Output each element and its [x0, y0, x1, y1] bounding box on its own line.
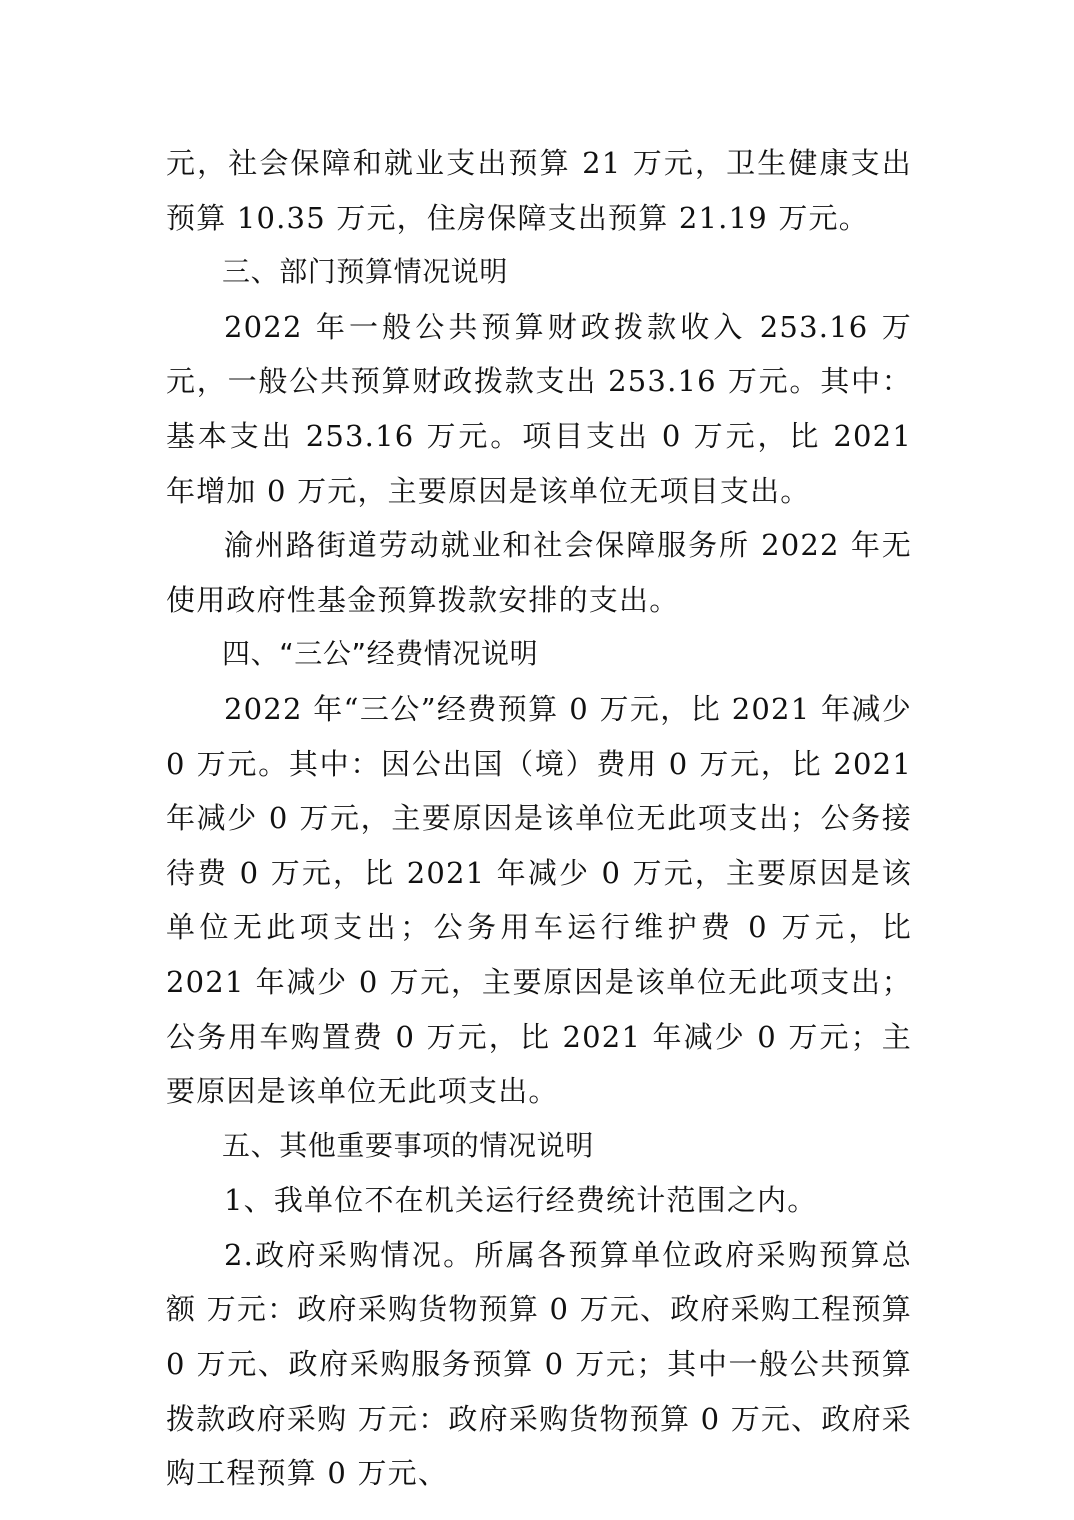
section-heading-4: 四、“三公”经费情况说明	[222, 637, 539, 671]
section-heading-3: 三、部门预算情况说明	[222, 255, 509, 289]
paragraph-three-public-expenses: 2022 年“三公”经费预算 0 万元，比 2021 年减少 0 万元。其中：因公出国（境）费用 0 万元，比 2021 年减少 0 万元，主要原因是该单位无此项支出；公务接待费 0 万元，比 2021 年减少 0 万元，主要原因是该单位无此项支出；公务用车运行维护费 0 万元，比 2021 年减少 0 万元，主要原因是该单位无此项支出；公务用车购置费 0 万元，比 2021 年减少 0 万元；主要原因是该单位无此项支出。	[166, 691, 912, 1109]
paragraph-general-budget: 2022 年一般公共预算财政拨款收入 253.16 万元，一般公共预算财政拨款支出 253.16 万元。其中：基本支出 253.16 万元。项目支出 0 万元，比 2021 年增加 0 万元，主要原因是该单位无项目支出。	[166, 309, 912, 508]
document-body	[166, 136, 912, 1501]
paragraph-budget-continuation: 元，社会保障和就业支出预算 21 万元，卫生健康支出预算 10.35 万元，住房保障支出预算 21.19 万元。	[166, 146, 912, 235]
paragraph-item-2-procurement: 2.政府采购情况。所属各预算单位政府采购预算总额 万元：政府采购货物预算 0 万元、政府采购工程预算 0 万元、政府采购服务预算 0 万元；其中一般公共预算拨款政府采购 万元：政府采购货物预算 0 万元、政府采购工程预算 0 万元、	[166, 1237, 912, 1491]
paragraph-item-1: 1、我单位不在机关运行经费统计范围之内。	[224, 1183, 818, 1218]
section-heading-5: 五、其他重要事项的情况说明	[222, 1128, 594, 1162]
paragraph-government-fund: 渝州路街道劳动就业和社会保障服务所 2022 年无使用政府性基金预算拨款安排的支出。	[166, 528, 912, 617]
